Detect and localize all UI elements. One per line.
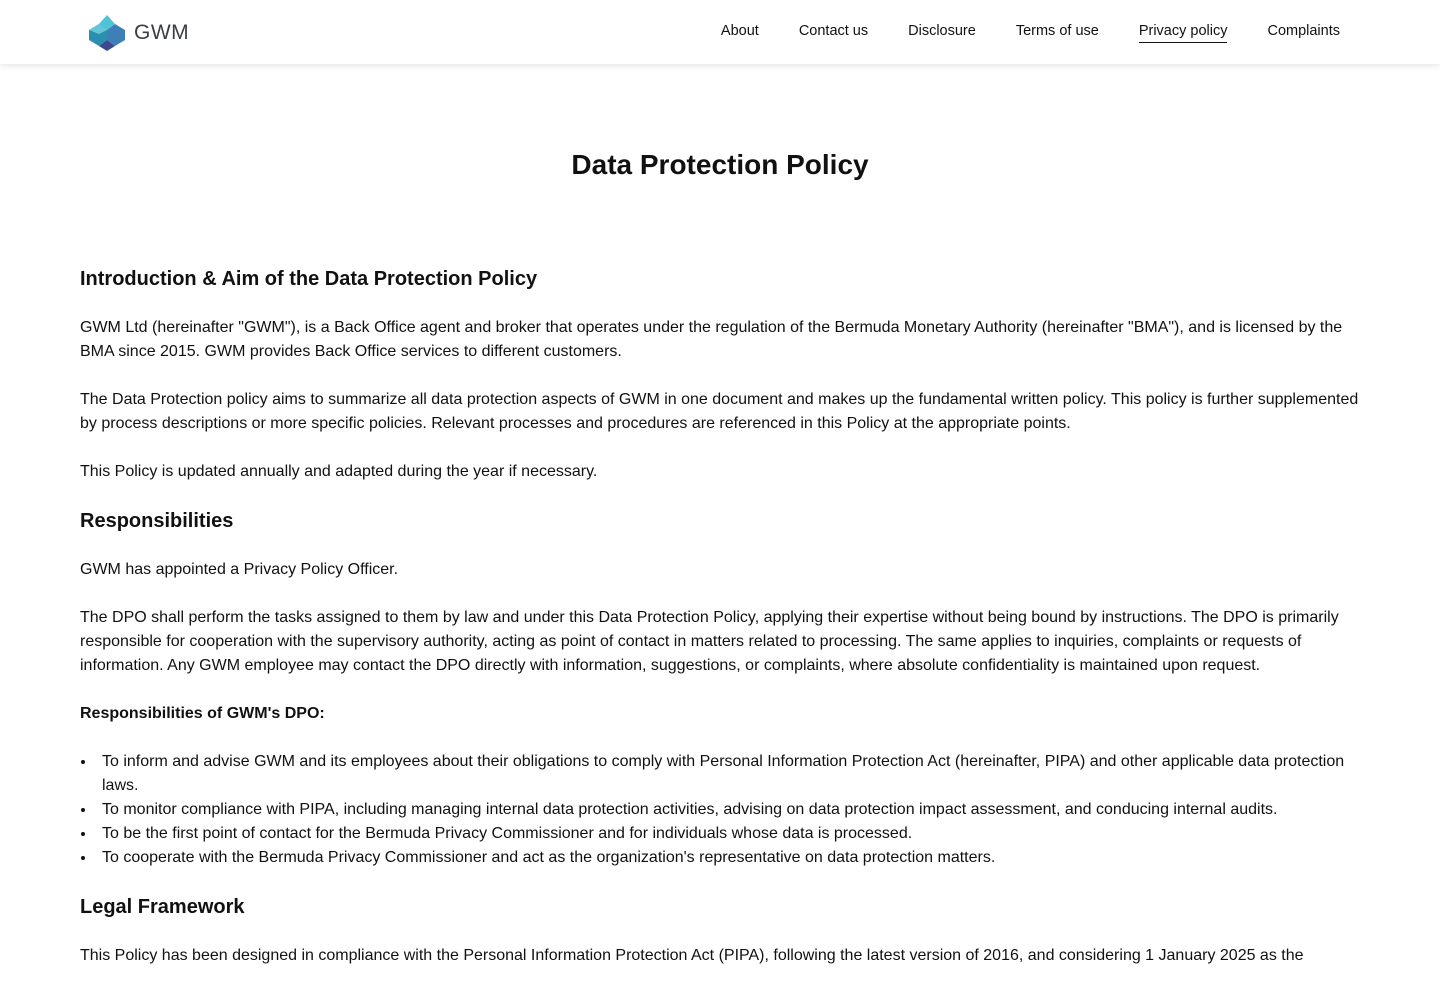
dpo-responsibilities-subheading: Responsibilities of GWM's DPO: — [80, 705, 325, 722]
dpo-responsibilities-list — [80, 750, 1360, 870]
intro-paragraph-2: The Data Protection policy aims to summarize all data protection aspects of GWM in one document and makes up the fundamental written policy. This policy is further supplemented by process descriptions or more specific policies. Relevant processes and procedures are referenced in this Policy at the appropriate points. — [80, 391, 1359, 432]
list-item: • To be the first point of contact for the Bermuda Privacy Commissioner and for individuals whose data is processed. — [96, 822, 1360, 846]
main-nav — [681, 0, 1340, 64]
nav-complaints[interactable]: Complaints — [1267, 23, 1340, 39]
list-item: • To inform and advise GWM and its employees about their obligations to comply with Personal Information Protection Act (hereinafter, PIPA) and other applicable data protection laws. — [96, 750, 1360, 798]
list-item: • To cooperate with the Bermuda Privacy Commissioner and act as the organization's representative on data protection matters. — [96, 846, 1360, 870]
page-title: Data Protection Policy — [571, 149, 869, 180]
main-content — [80, 64, 1360, 968]
responsibilities-heading: Responsibilities — [80, 510, 234, 532]
gwm-logo-icon — [88, 14, 126, 52]
intro-paragraph-3: This Policy is updated annually and adapted during the year if necessary. — [80, 463, 598, 480]
nav-disclosure[interactable]: Disclosure — [908, 23, 976, 39]
nav-contact-us[interactable]: Contact us — [798, 23, 869, 39]
nav-terms-of-use[interactable]: Terms of use — [1015, 23, 1099, 39]
site-logo[interactable] — [88, 14, 189, 52]
list-item: • To monitor compliance with PIPA, including managing internal data protection activities, advising on data protection impact assessment, and conducing internal audits. — [96, 798, 1360, 822]
legal-framework-heading: Legal Framework — [80, 896, 245, 918]
legal-framework-paragraph-1: This Policy has been designed in compliance with the Personal Information Protection Act (PIPA), following the latest version of 2016, and considering 1 January 2025 as the — [80, 947, 1304, 964]
responsibilities-paragraph-2: The DPO shall perform the tasks assigned to them by law and under this Data Protection Policy, applying their expertise without being bound by instructions. The DPO is primarily responsible for cooperation with the supervisory authority, acting as point of contact in matters related to processing. The same applies to inquiries, complaints or requests of information. Any GWM employee may contact the DPO directly with information, suggestions, or complaints, where absolute confidentiality is maintained upon request. — [80, 609, 1339, 674]
intro-heading: Introduction & Aim of the Data Protection Policy — [80, 268, 538, 290]
responsibilities-paragraph-1: GWM has appointed a Privacy Policy Officer. — [80, 561, 399, 578]
site-header — [0, 0, 1440, 64]
nav-privacy-policy[interactable]: Privacy policy — [1139, 22, 1228, 43]
intro-paragraph-1: GWM Ltd (hereinafter "GWM"), is a Back Office agent and broker that operates under the regulation of the Bermuda Monetary Authority (hereinafter "BMA"), and is licensed by the BMA since 2015. GWM provides Back Office services to different customers. — [80, 319, 1343, 360]
logo-text: GWM — [134, 21, 190, 44]
nav-about[interactable]: About — [720, 23, 759, 39]
